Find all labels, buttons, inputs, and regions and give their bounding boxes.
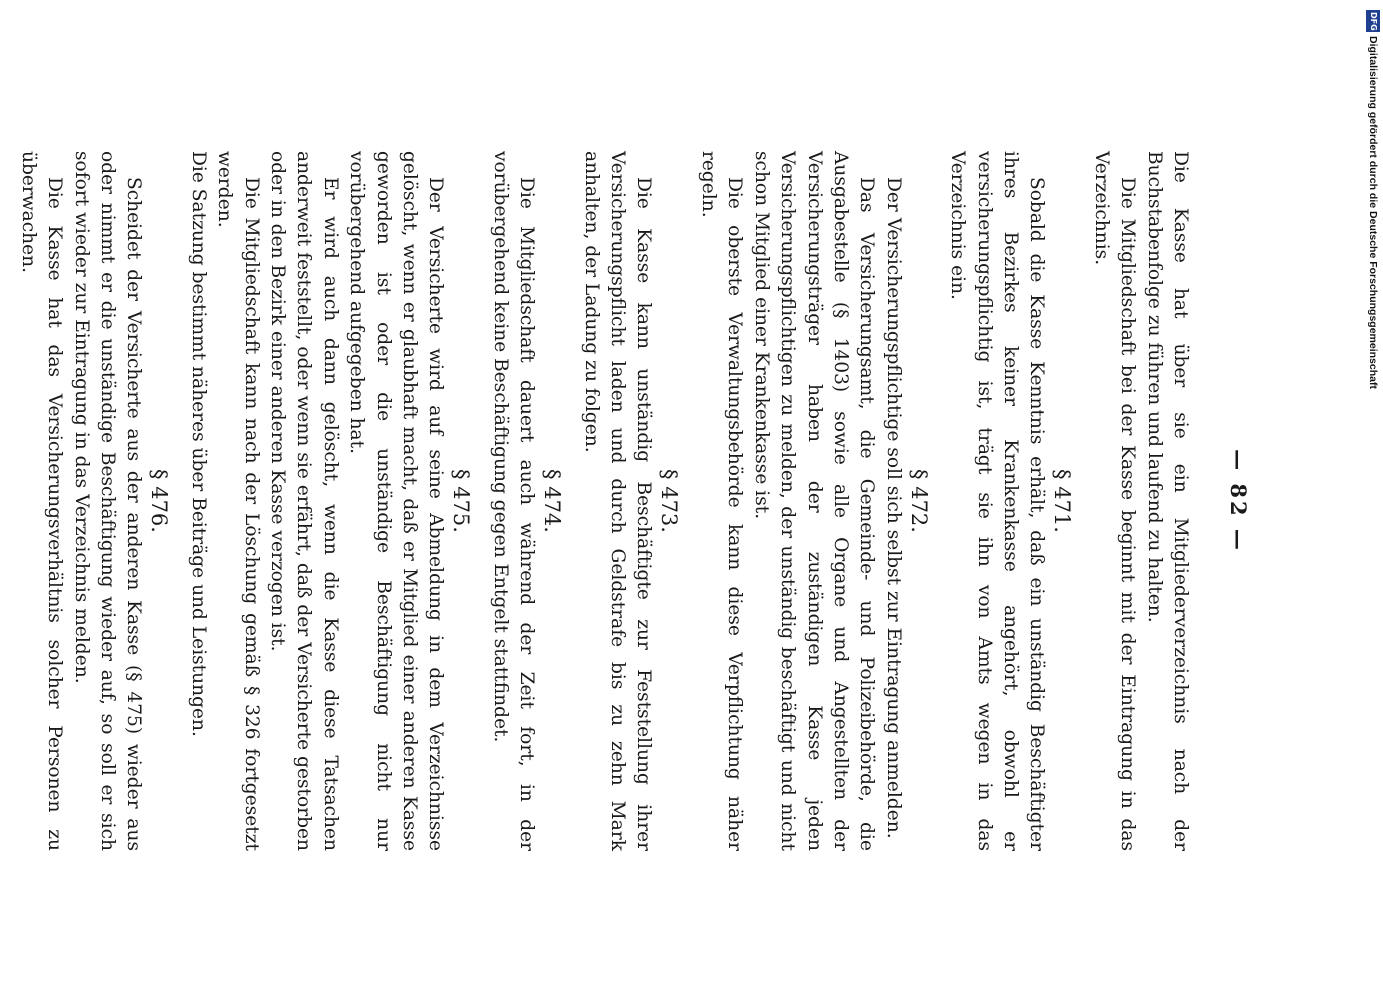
section-heading: § 471. <box>1050 469 1075 533</box>
section-heading: § 474. <box>540 469 565 533</box>
paragraph: Die Satzung bestimmt näheres über Beiträge und Leistungen. <box>187 151 209 737</box>
rotated-page <box>17 151 1251 851</box>
page-number: — 82 — <box>1226 449 1251 553</box>
section-heading: § 475. <box>449 469 474 533</box>
paragraph: Die Mitgliedschaft dauert auch während der Zeit fort, in der vorübergehend keine Beschäftigung gegen Entgelt stattfindet. <box>489 151 538 851</box>
page-content <box>0 151 1193 851</box>
funding-notice: Digitalisierung gefördert durch die Deutsche Forschungsgemeinschaft <box>1367 36 1379 389</box>
section-heading: § 472. <box>906 469 931 533</box>
paragraph: Der Versicherte wird auf seine Abmeldung in dem Verzeichnisse gelöscht, wenn er glaubhaft macht, daß er Mitglied einer anderen Kasse geworden ist oder die unständige Beschäftigung nicht nur vorübergehend aufgegeben hat. <box>346 151 447 851</box>
paragraph: Die Mitgliedschaft bei der Kasse beginnt mit der Eintragung in das Verzeichnis. <box>1090 151 1139 851</box>
paragraph: Der Versicherungspflichtige soll sich selbst zur Eintragung anmelden. <box>882 177 904 839</box>
paragraph: Die Mitgliedschaft kann nach der Löschung gemäß § 326 fortgesetzt werden. <box>214 151 262 851</box>
funding-sidebar <box>1366 10 1380 390</box>
paragraph: Die Kasse hat über sie ein Mitgliederverzeichnis nach der Buchstabenfolge zu führen und laufend zu halten. <box>1143 151 1191 851</box>
paragraph: Die Kasse hat das Versicherungsverhältnis solcher Personen zu überwachen. <box>17 151 66 851</box>
paragraph: Scheidet der Versicherte aus der anderen Kasse (§ 475) wieder aus oder nimmt er die unständige Beschäftigung wieder auf, so soll er sich sofort wieder zur Eintragung in das Verzeichnis melden. <box>70 151 145 851</box>
paragraph: Die Kasse kann unständig Beschäftigte zur Feststellung ihrer Versicherungspflicht laden und durch Geldstrafe bis zu zehn Mark anhalten, der Ladung zu folgen. <box>580 151 655 851</box>
dfg-logo: DFG <box>1366 10 1380 32</box>
paragraph: Das Versicherungsamt, die Gemeinde- und Polizeibehörde, die Ausgabestelle (§ 1403) sowie alle Organe und Angestellten der Versicherungsträger haben der zuständigen Kasse jeden Versicherungspflichtigen zu melden, der unständig beschäftigt und nicht schon Mitglied einer Krankenkasse ist. <box>750 151 878 851</box>
section-heading <box>0 151 1 851</box>
section-heading: § 476. <box>147 469 172 533</box>
paragraph: Sobald die Kasse Kenntnis erhält, daß ein unständig Beschäftigter ihres Bezirkes keiner Krankenkasse angehört, obwohl er versicherungspflichtig ist, trägt sie ihn von Amts wegen in das Verzeichnis ein. <box>947 151 1048 851</box>
paragraph: Die oberste Verwaltungsbehörde kann diese Verpflichtung näher regeln. <box>697 151 746 851</box>
section-heading: § 473. <box>657 469 682 533</box>
paragraph: Er wird auch dann gelöscht, wenn die Kasse diese Tatsachen anderweit feststellt, oder wenn sie erfährt, daß der Versicherte gestorben oder in den Bezirk einer anderen Kasse verzogen ist. <box>267 151 341 851</box>
